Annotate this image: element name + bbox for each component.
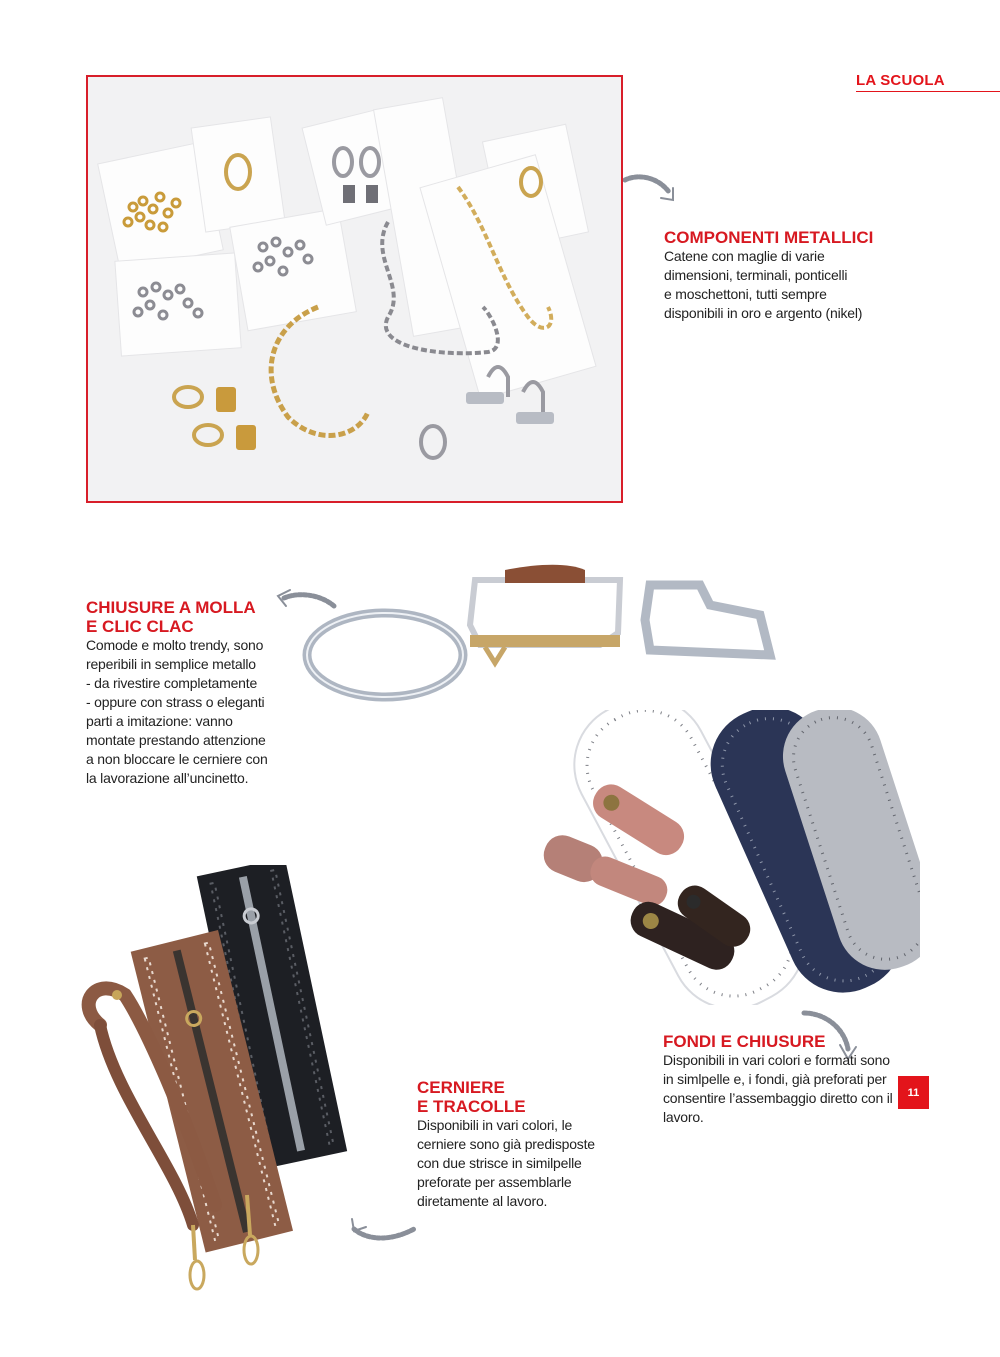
metal-components-photo (86, 75, 623, 503)
zippers-line: Disponibili in vari colori, le (417, 1117, 573, 1133)
metal-components-line: dimensioni, terminali, ponticelli (664, 267, 848, 283)
spring-closures-line: - oppure con strass o eleganti (86, 694, 265, 710)
metal-components-line: e moschettoni, tutti sempre (664, 286, 827, 302)
spring-closures-title: CHIUSURE A MOLLA (86, 598, 256, 617)
bottoms-line: in simlpelle e, i fondi, già preforati per (663, 1071, 887, 1087)
metal-components-block (664, 228, 964, 323)
metal-components-title: COMPONENTI METALLICI (664, 228, 874, 247)
section-label: LA SCUOLA (856, 72, 945, 89)
spring-closures-title: E CLIC CLAC (86, 617, 194, 636)
metal-components-line: disponibili in oro e argento (nikel) (664, 305, 863, 321)
zippers-line: con due strisce in similpelle (417, 1155, 582, 1171)
metal-components-line: Catene con maglie di varie (664, 248, 825, 264)
spring-closures-photo (300, 545, 790, 720)
zippers-title: E TRACOLLE (417, 1097, 526, 1116)
bottoms-line: Disponibili in vari colori e formati sono (663, 1052, 890, 1068)
header-rule (856, 91, 1000, 92)
page-number: 11 (898, 1076, 929, 1109)
spring-closures-line: la lavorazione all’uncinetto. (86, 770, 249, 786)
arrow-doodle-icon (623, 170, 683, 215)
bottoms-title: FONDI E CHIUSURE (663, 1032, 826, 1051)
spring-closures-line: Comode e molto trendy, sono (86, 637, 264, 653)
bottoms-line: lavoro. (663, 1109, 704, 1125)
zippers-title: CERNIERE (417, 1078, 505, 1097)
bottoms-block (663, 1032, 923, 1127)
metal-components-illustration (88, 77, 621, 501)
zippers-line: cerniere sono già predisposte (417, 1136, 595, 1152)
bottoms-line: consentire l’assembaggio diretto con il (663, 1090, 893, 1106)
spring-closures-block (86, 598, 286, 788)
bag-bottoms-photo (525, 710, 920, 1005)
spring-closures-line: parti a imitazione: vanno (86, 713, 233, 729)
spring-closures-line: reperibili in semplice metallo (86, 656, 256, 672)
zippers-line: diretamente al lavoro. (417, 1193, 548, 1209)
spring-closures-line: a non bloccare le cerniere con (86, 751, 268, 767)
spring-closures-line: - da rivestire completamente (86, 675, 258, 691)
spring-closures-line: montate prestando attenzione (86, 732, 266, 748)
zippers-line: preforate per assemblarle (417, 1174, 572, 1190)
zippers-straps-photo (75, 865, 415, 1320)
zippers-block (417, 1078, 617, 1211)
